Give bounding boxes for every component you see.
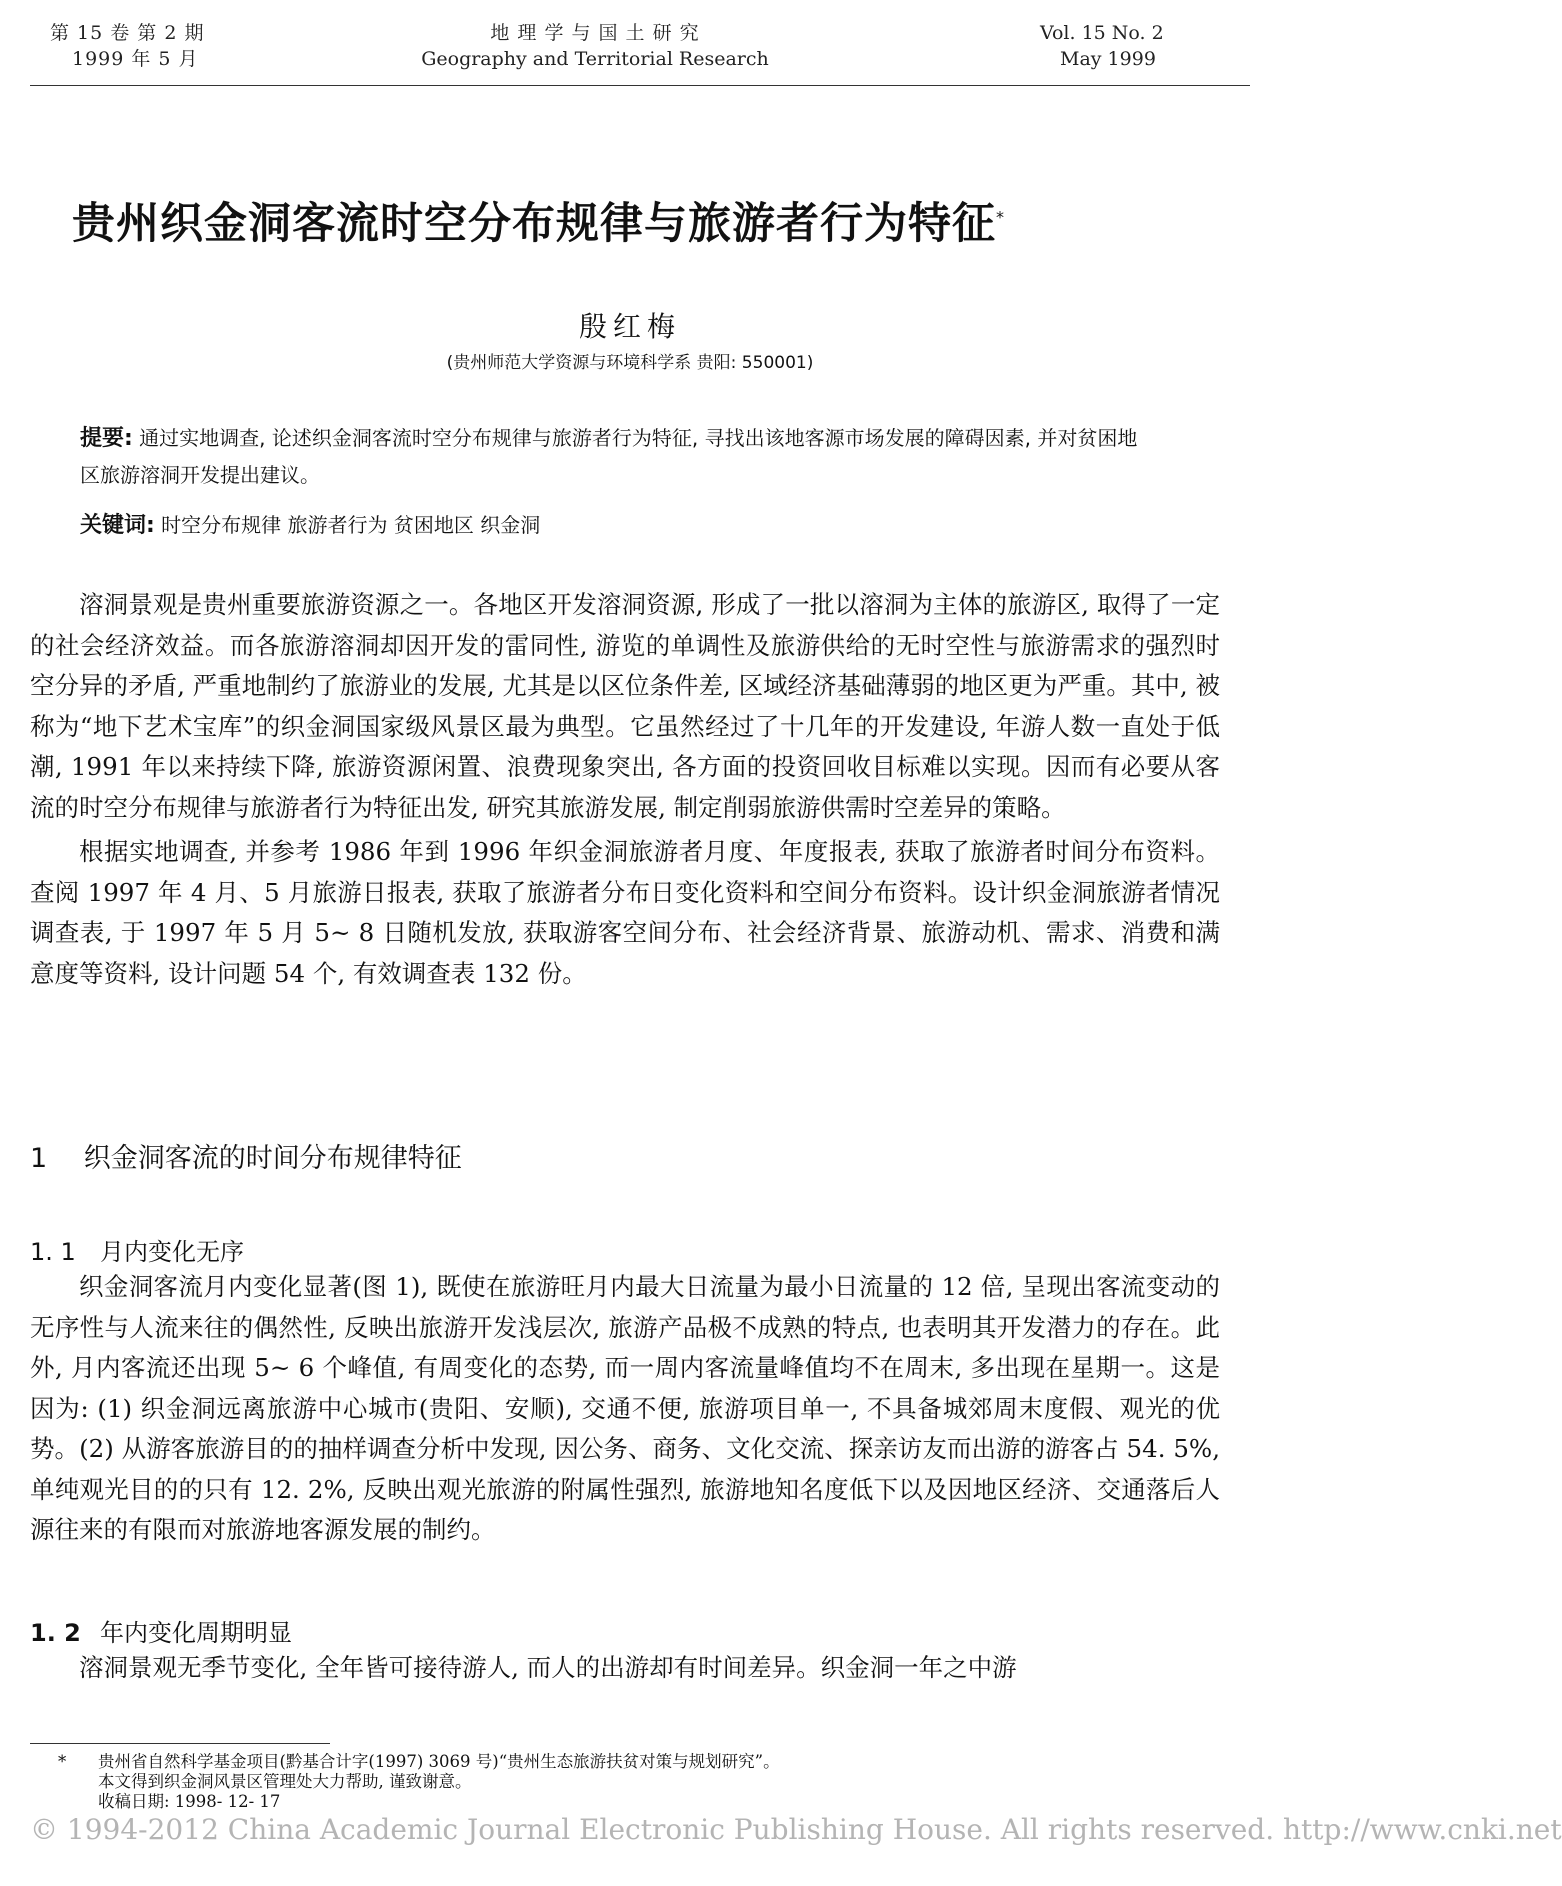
header-journal-en: Geography and Territorial Research bbox=[421, 48, 769, 70]
title-footnote-mark: * bbox=[996, 207, 1005, 227]
author: 殷红梅 bbox=[578, 310, 681, 343]
footnote-funding: 贵州省自然科学基金项目(黔基合计字(1997) 3069 号)“贵州生态旅游扶贫对策与规划研究”。 bbox=[98, 1752, 780, 1771]
header-rule bbox=[30, 85, 1250, 86]
header-journal-cn: 地 理 学 与 国 土 研 究 bbox=[490, 22, 700, 44]
header-month: May 1999 bbox=[1060, 48, 1156, 70]
footnote-mark: * bbox=[58, 1752, 67, 1771]
keywords bbox=[80, 507, 1140, 544]
abstract-text: 通过实地调查, 论述织金洞客流时空分布规律与旅游者行为特征, 寻找出该地客源市场发展的障碍因素, 并对贫困地区旅游溶洞开发提出建议。 bbox=[80, 426, 1138, 487]
affiliation: (贵州师范大学资源与环境科学系 贵阳: 550001) bbox=[446, 353, 814, 373]
subsection-1-2-title: 年内变化周期明显 bbox=[100, 1619, 292, 1647]
subsection-1-1-body bbox=[30, 1267, 1220, 1551]
intro-paragraph-2: 根据实地调查, 并参考 1986 年到 1996 年织金洞旅游者月度、年度报表, 获取了旅游者时间分布资料。查阅 1997 年 4 月、5 月旅游日报表, 获取了旅游者分布日变化资料和空间分布资料。设计织金洞旅游者情况调查表, 于 1997 年 5 月 5~ 8 日随机发放, 获取游客空间分布、社会经济背景、旅游动机、需求、消费和满意度等资料, 设计问题 54 个, 有效调查表 132 份。 bbox=[30, 837, 1220, 988]
subsection-1-2-body bbox=[30, 1648, 1220, 1689]
keywords-label: 关键词: bbox=[80, 513, 155, 538]
abstract-label: 提要: bbox=[80, 426, 133, 451]
subsection-1-1-title: 月内变化无序 bbox=[100, 1238, 244, 1266]
section-1-number: 1 bbox=[30, 1143, 48, 1174]
paper-title-text: 贵州织金洞客流时空分布规律与旅游者行为特征 bbox=[72, 199, 996, 249]
subsection-1-1-paragraph: 织金洞客流月内变化显著(图 1), 既使在旅游旺月内最大日流量为最小日流量的 12 倍, 呈现出客流变动的无序性与人流来往的偶然性, 反映出旅游开发浅层次, 旅游产品极不成熟的特点, 也表明其开发潜力的存在。此外, 月内客流还出现 5~ 6 个峰值, 有周变化的态势, 而一周内客流量峰值均不在周末, 多出现在星期一。这是因为: (1) 织金洞远离旅游中心城市(贵阳、安顺), 交通不便, 旅游项目单一, 不具备城郊周末度假、观光的优势。(2) 从游客旅游目的的抽样调查分析中发现, 因公务、商务、文化交流、探亲访友而出游的游客占 54. 5%, 单纯观光目的的只有 12. 2%, 反映出观光旅游的附属性强烈, 旅游地知名度低下以及因地区经济、交通落后人源往来的有限而对旅游地客源发展的制约。 bbox=[30, 1272, 1220, 1544]
intro-paragraph-1: 溶洞景观是贵州重要旅游资源之一。各地区开发溶洞资源, 形成了一批以溶洞为主体的旅游区, 取得了一定的社会经济效益。而各旅游溶洞却因开发的雷同性, 游览的单调性及旅游供给的无时空性与旅游需求的强烈时空分异的矛盾, 严重地制约了旅游业的发展, 尤其是以区位条件差, 区域经济基础薄弱的地区更为严重。其中, 被称为“地下艺术宝库”的织金洞国家级风景区最为典型。它虽然经过了十几年的开发建设, 年游人数一直处于低潮, 1991 年以来持续下降, 旅游资源闲置、浪费现象突出, 各方面的投资回收目标难以实现。因而有必要从客流的时空分布规律与旅游者行为特征出发, 研究其旅游发展, 制定削弱旅游供需时空差异的策略。 bbox=[30, 590, 1220, 822]
abstract bbox=[80, 420, 1140, 493]
footnote-received-date: 收稿日期: 1998- 12- 17 bbox=[98, 1792, 281, 1811]
subsection-1-2-paragraph: 溶洞景观无季节变化, 全年皆可接待游人, 而人的出游却有时间差异。织金洞一年之中游 bbox=[79, 1653, 1017, 1682]
keywords-text: 时空分布规律 旅游者行为 贫困地区 织金洞 bbox=[161, 513, 541, 537]
section-1-heading bbox=[30, 1136, 462, 1175]
copyright-notice: © 1994-2012 China Academic Journal Electronic Publishing House. All rights reserved. http://www.cnki.net bbox=[30, 1813, 1562, 1846]
footnote bbox=[58, 1752, 1168, 1812]
subsection-1-1-heading bbox=[30, 1232, 244, 1267]
paper-title bbox=[72, 190, 1162, 251]
subsection-1-2-number: 1. 2 bbox=[30, 1619, 81, 1647]
intro bbox=[30, 585, 1220, 994]
header-date: 1999 年 5 月 bbox=[72, 48, 199, 70]
subsection-1-2-heading bbox=[30, 1613, 292, 1648]
section-1-title: 织金洞客流的时间分布规律特征 bbox=[83, 1143, 462, 1174]
subsection-1-1-number: 1. 1 bbox=[30, 1238, 76, 1266]
footnote-acknowledgement: 本文得到织金洞风景区管理处大力帮助, 谨致谢意。 bbox=[98, 1772, 472, 1791]
footnote-rule bbox=[30, 1743, 330, 1744]
header-volume: Vol. 15 No. 2 bbox=[1040, 22, 1164, 44]
header-issue: 第 15 卷 第 2 期 bbox=[50, 22, 205, 44]
